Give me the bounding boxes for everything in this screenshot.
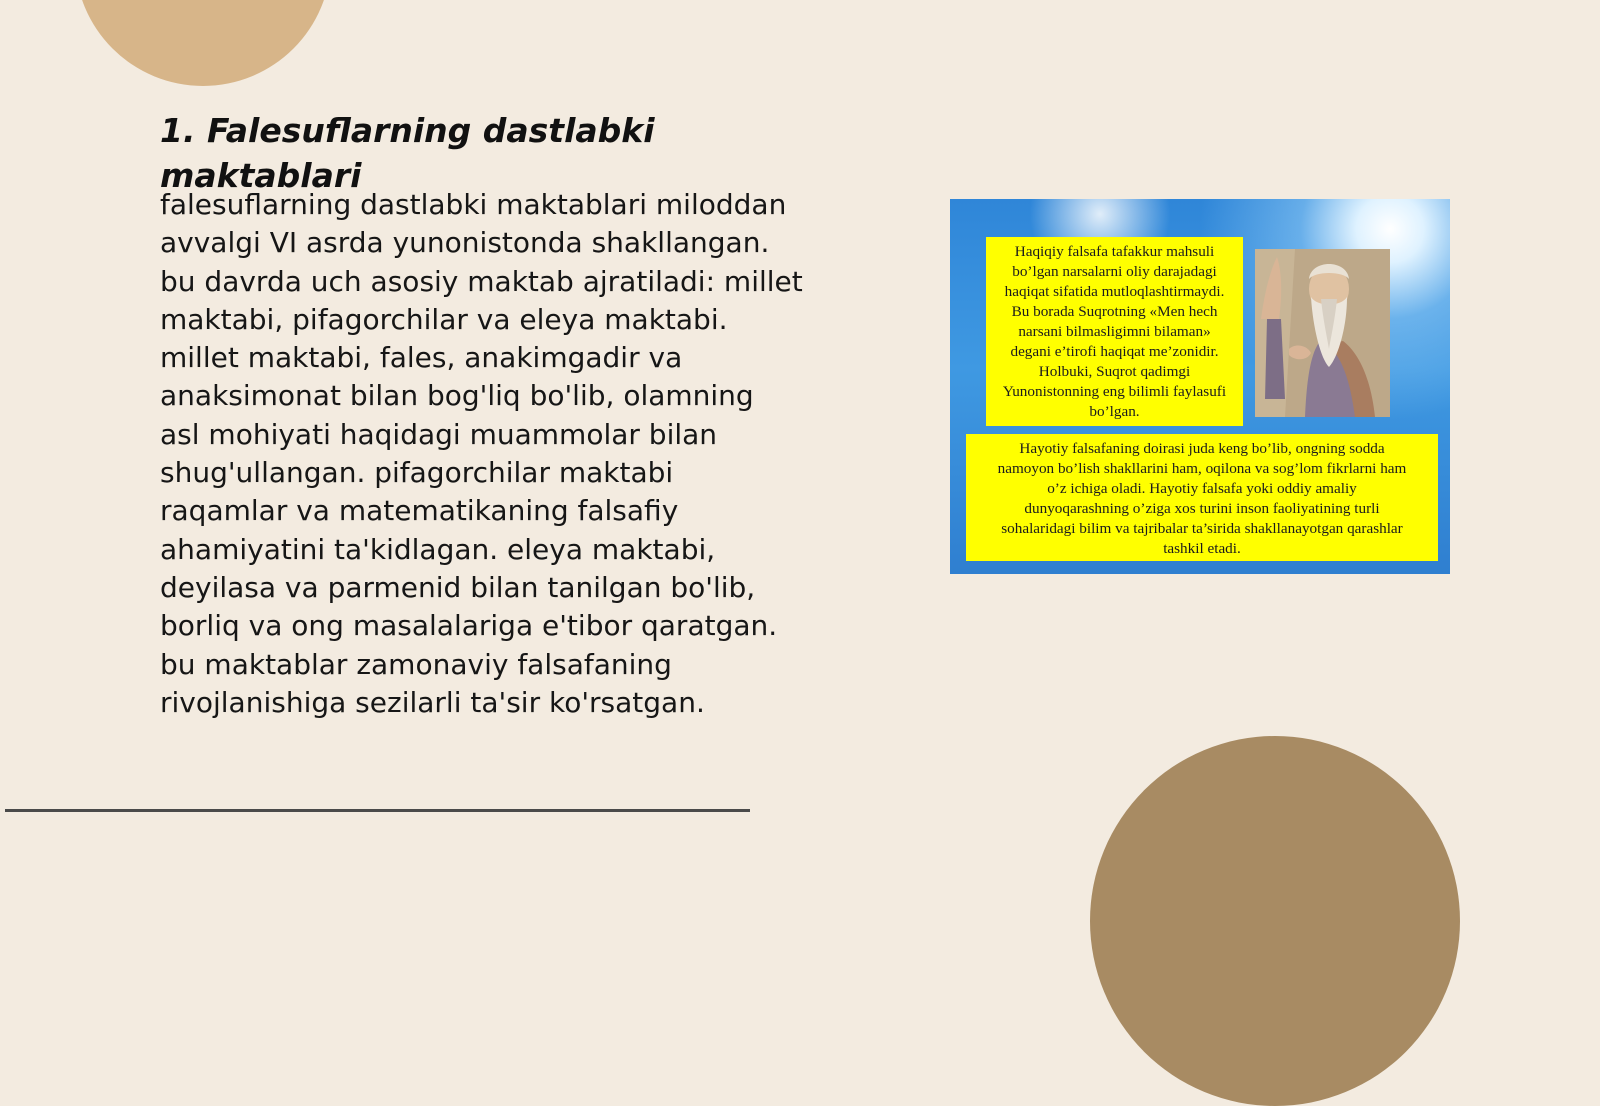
quote-line: bo’lgan narsalarni oliy darajadagi <box>1012 263 1217 280</box>
body-line: bu maktablar zamonaviy falsafaning <box>160 647 672 681</box>
info-line: namoyon bo’lish shakllarini ham, oqilona va sog’lom fikrlarni ham <box>997 460 1407 477</box>
body-line: ahamiyatini ta'kidlagan. eleya maktabi, <box>160 532 716 566</box>
slide-body-text <box>160 186 850 722</box>
slide-title: 1. Falesuflarning dastlabki maktablari <box>160 111 655 195</box>
body-line: bu davrda uch asosiy maktab ajratiladi: millet <box>160 264 803 298</box>
quote-line: Haqiqiy falsafa tafakkur mahsuli <box>1014 243 1215 260</box>
body-line: borliq va ong masalalariga e'tibor qaratgan. <box>160 609 778 643</box>
body-line: maktabi, pifagorchilar va eleya maktabi. <box>160 302 728 336</box>
body-line: millet maktabi, fales, anakimgadir va <box>160 341 683 375</box>
info-line: Hayotiy falsafaning doirasi juda keng bo’lib, ongning sodda <box>1019 440 1385 457</box>
footer-divider-line <box>5 809 750 812</box>
body-line: falesuflarning dastlabki maktablari miloddan <box>160 188 787 221</box>
body-line: rivojlanishiga sezilarli ta'sir ko'rsatgan. <box>160 685 705 719</box>
body-line: shug'ullangan. pifagorchilar maktabi <box>160 456 674 490</box>
quote-line: bo’lgan. <box>1089 403 1140 420</box>
decorative-circle-bottom <box>1090 736 1460 1106</box>
quote-line: degani e’tirofi haqiqat me’zonidir. <box>1010 343 1219 360</box>
socrates-quote-box <box>986 237 1243 426</box>
info-line: tashkil etadi. <box>1163 540 1241 557</box>
body-line: anaksimonat bilan bog'liq bo'lib, olamning <box>160 379 754 413</box>
quote-line: narsani bilmasligimni bilaman» <box>1018 323 1211 340</box>
philosopher-portrait <box>1255 249 1390 417</box>
body-line: raqamlar va matematikaning falsafiy <box>160 494 679 528</box>
philosophy-info-image <box>950 199 1450 574</box>
decorative-circle-top <box>75 0 331 86</box>
body-line: deyilasa va parmenid bilan tanilgan bo'lib, <box>160 570 756 604</box>
body-line: asl mohiyati haqidagi muammolar bilan <box>160 417 718 451</box>
everyday-philosophy-box <box>966 434 1438 561</box>
quote-line: Bu borada Suqrotning «Men hech <box>1011 303 1218 320</box>
info-line: dunyoqarashning o’ziga xos turini inson faoliyatining turli <box>1024 500 1380 517</box>
quote-line: Holbuki, Suqrot qadimgi <box>1038 363 1191 380</box>
info-line: o’z ichiga oladi. Hayotiy falsafa yoki oddiy amaliy <box>1047 480 1357 497</box>
quote-line: Yunonistonning eng bilimli faylasufi <box>1002 383 1227 400</box>
body-line: avvalgi VI asrda yunonistonda shakllangan. <box>160 226 770 260</box>
quote-line: haqiqat sifatida mutloqlashtirmaydi. <box>1004 283 1225 300</box>
info-line: sohalaridagi bilim va tajribalar ta’sirida shakllanayotgan qarashlar <box>1001 520 1403 537</box>
